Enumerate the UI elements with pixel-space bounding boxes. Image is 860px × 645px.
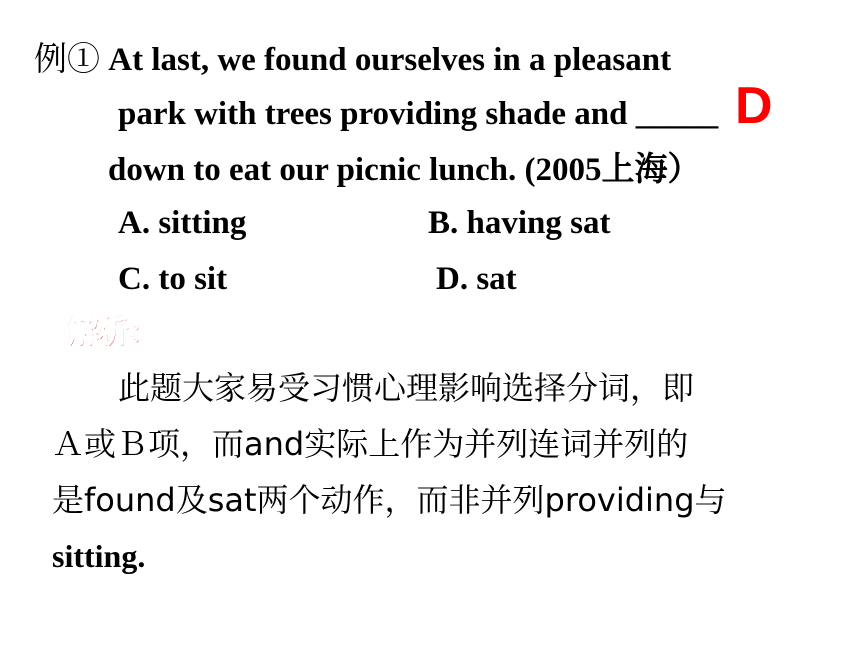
example-marker: 例① (34, 39, 100, 78)
option-d: D. sat (436, 261, 517, 297)
option-c: C. to sit (118, 261, 228, 297)
question-line-2: park with trees providing shade and _____ (118, 96, 719, 132)
question-line-3: down to eat our picnic lunch. (2005上海） (108, 152, 701, 188)
question-text-1: At last, we found ourselves in a pleasant (100, 42, 672, 78)
question-line-1 (34, 39, 672, 78)
option-b: B. having sat (428, 205, 611, 241)
analysis-line-2: Ａ或Ｂ项，而and实际上作为并列连词并列的 (52, 425, 689, 463)
option-a: A. sitting (118, 205, 247, 241)
analysis-line-4: sitting. (52, 538, 146, 574)
analysis-line-3: 是found及sat两个动作，而非并列providing与 (52, 481, 727, 519)
analysis-line-1: 此题大家易受习惯心理影响选择分词，即 (118, 369, 695, 407)
analysis-label: 解析： (68, 315, 158, 350)
answer-mark: D (735, 77, 773, 135)
